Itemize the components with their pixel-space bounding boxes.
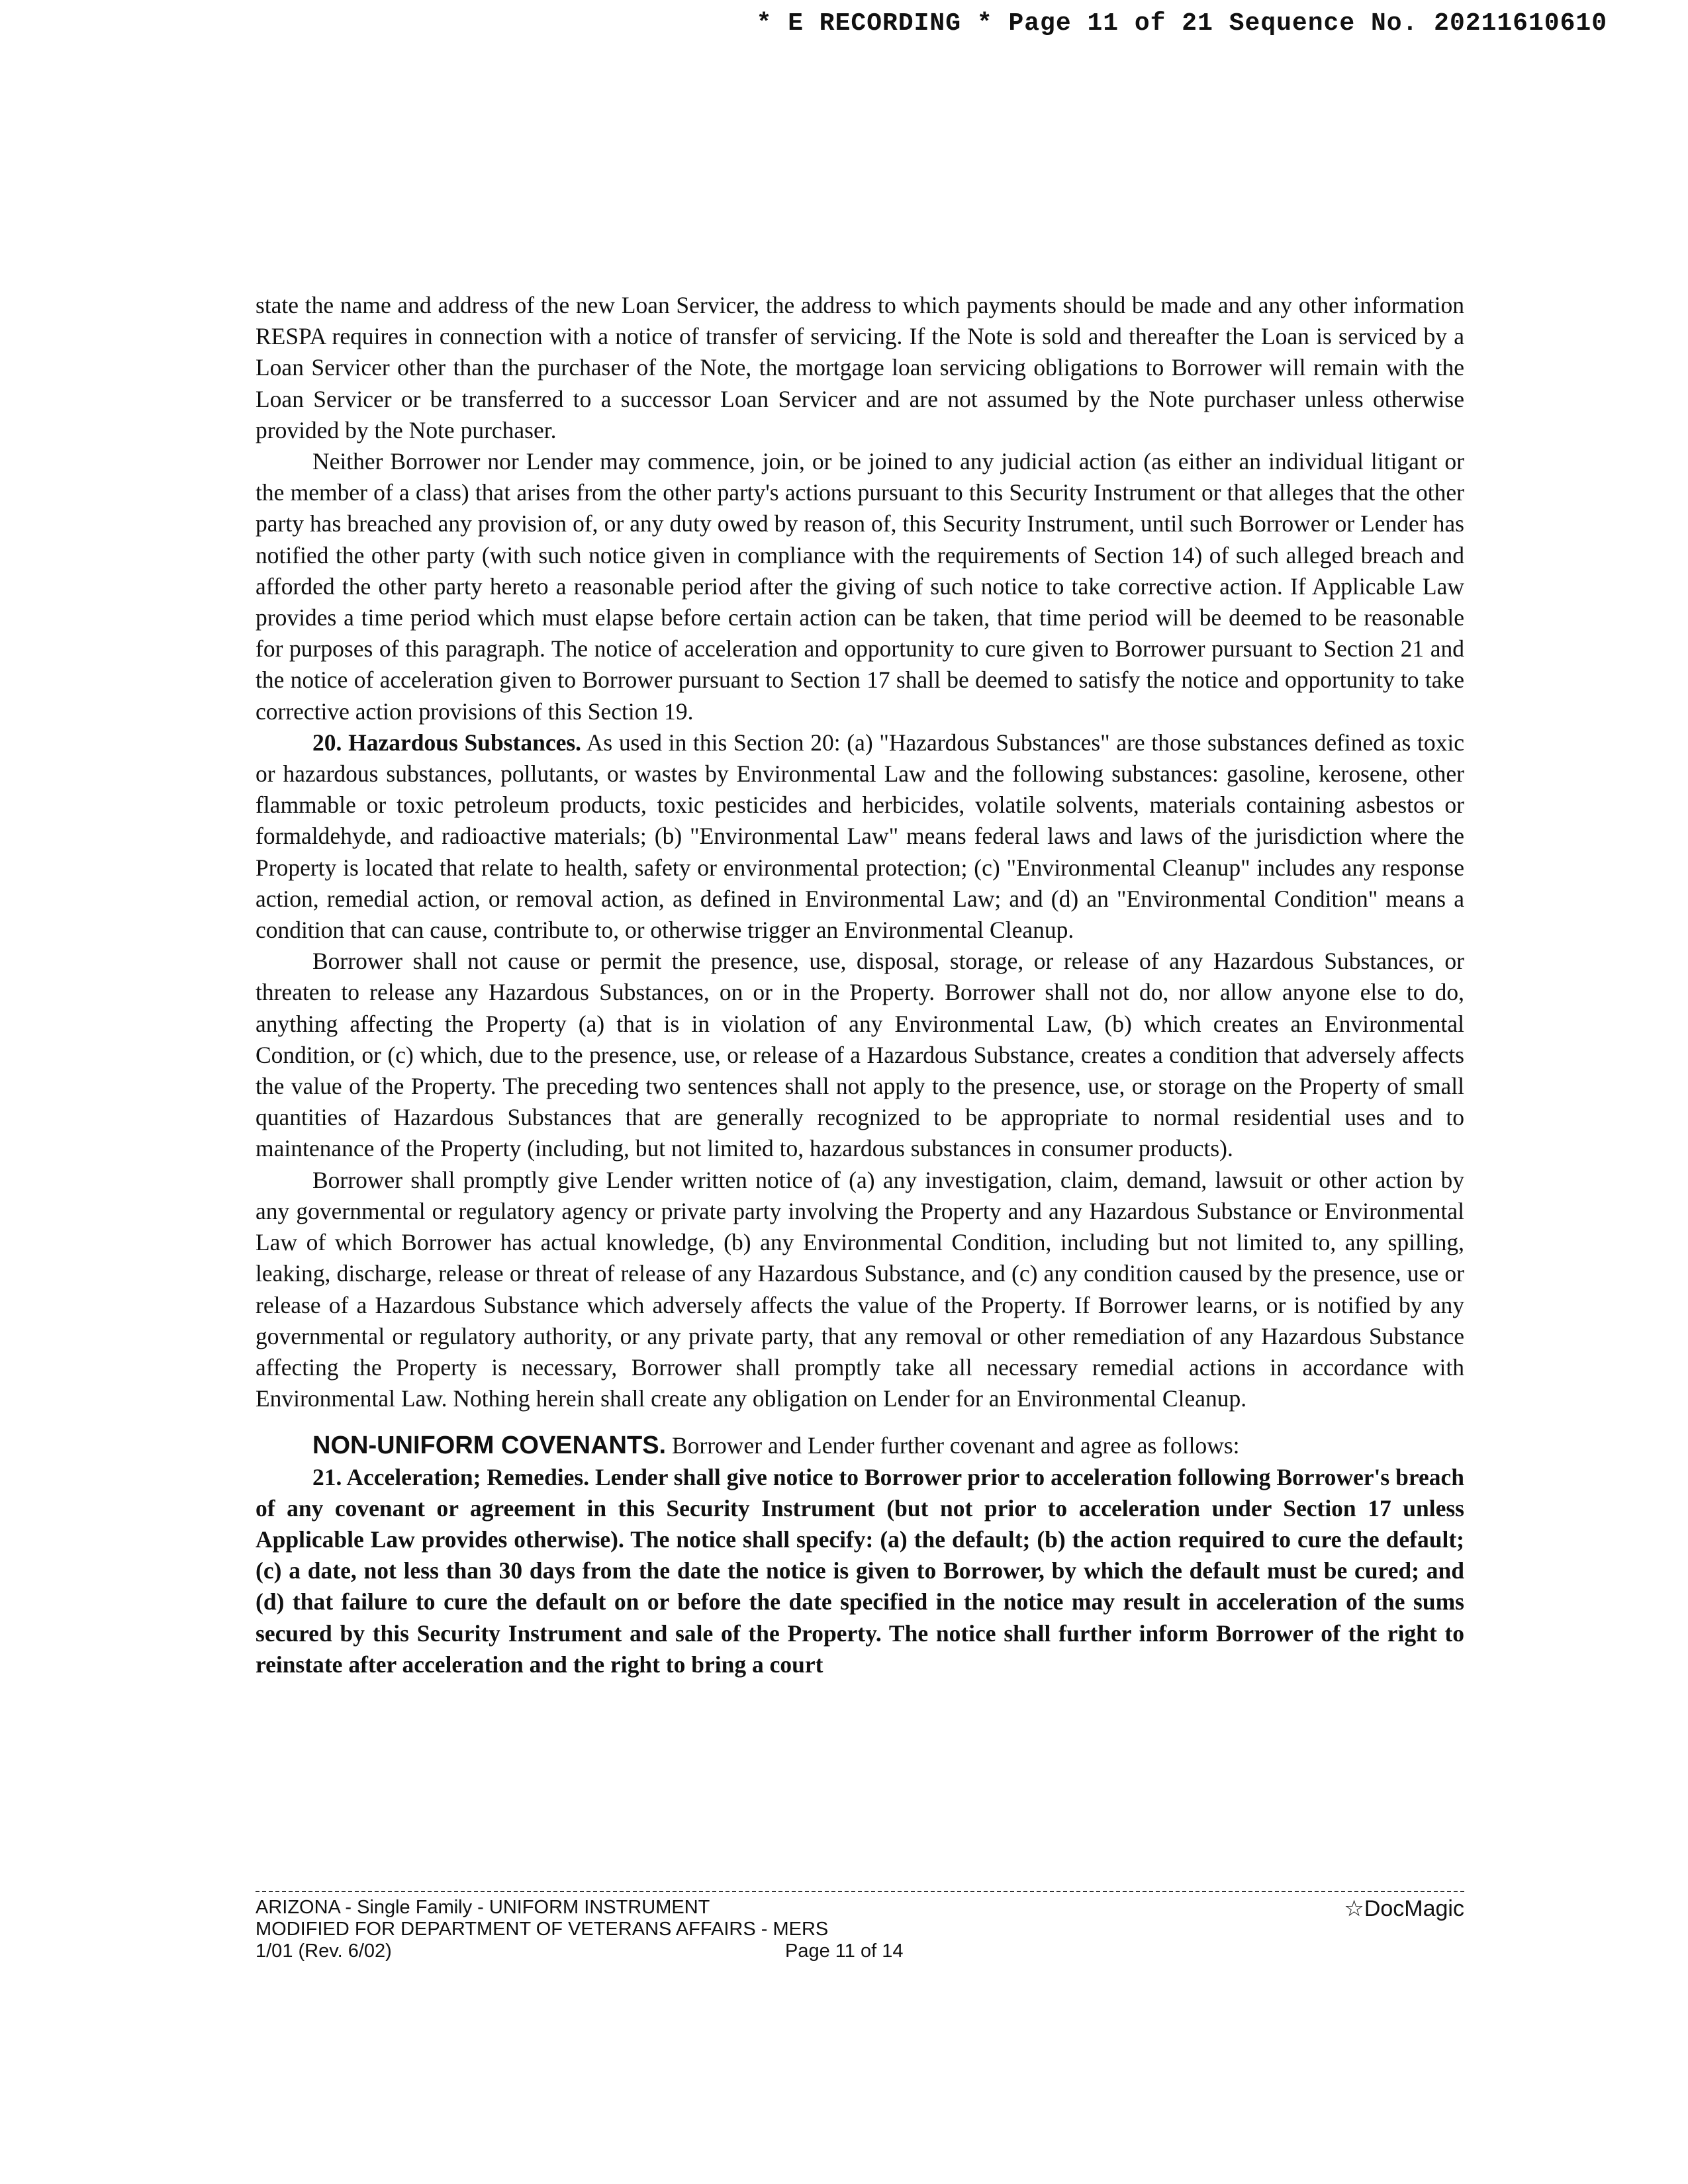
- paragraph-borrower-notice: Borrower shall promptly give Lender written notice of (a) any investigation, claim, demand, lawsuit or other action by any governmental or regulatory agency or private party involving the Property and any Hazardous Substance or Environmental Law of which Borrower has actual knowledge, (b) any Environmental Condition, including but not limited to, any spilling, leaking, discharge, release or threat of release of any Hazardous Substance, and (c) any condition caused by the presence, use or release of a Hazardous Substance which adversely affects the value of the Property. If Borrower learns, or is notified by any governmental or regulatory authority, or any private party, that any removal or other remediation of any Hazardous Substance affecting the Property is necessary, Borrower shall promptly take all necessary remedial actions in accordance with Environmental Law. Nothing herein shall create any obligation on Lender for an Environmental Cleanup.: [256, 1166, 1464, 1412]
- paragraph-judicial-action: Neither Borrower nor Lender may commence, join, or be joined to any judicial action (as either an individual litigant or the member of a class) that arises from the other party's actions pursuant to this Security Instrument or that alleges that the other party has breached any provision of, or any duty owed by reason of, this Security Instrument, until such Borrower or Lender has notified the other party (with such notice given in compliance with the requirements of Section 14) of such alleged breach and afforded the other party hereto a reasonable period after the giving of such notice to take corrective action. If Applicable Law provides a time period which must elapse before certain action can be taken, that time period will be deemed to be reasonable for purposes of this paragraph. The notice of acceleration and opportunity to cure given to Borrower pursuant to Section 21 and the notice of acceleration given to Borrower pursuant to Section 17 shall be deemed to satisfy the notice and opportunity to take corrective action provisions of this Section 19.: [256, 448, 1464, 725]
- footer-page-number: Page 11 of 14: [785, 1940, 904, 1962]
- document-body: [256, 290, 1464, 1680]
- section-21-acceleration-remedies: 21. Acceleration; Remedies. Lender shall give notice to Borrower prior to acceleration following Borrower's breach of any covenant or agreement in this Security Instrument (but not prior to acceleration under Section 17 unless Applicable Law provides otherwise). The notice shall specify: (a) the default; (b) the action required to cure the default; (c) a date, not less than 30 days from the date the notice is given to Borrower, by which the default must be cured; and (d) that failure to cure the default on or before the date specified in the notice may result in acceleration of the sums secured by this Security Instrument and sale of the Property. The notice shall further inform Borrower of the right to reinstate after acceleration and the right to bring a court: [256, 1463, 1464, 1678]
- star-icon: ☆: [1344, 1896, 1364, 1921]
- page-footer: [256, 1897, 1464, 1962]
- footer-form-subtitle: MODIFIED FOR DEPARTMENT OF VETERANS AFFAIRS - MERS: [256, 1919, 829, 1940]
- non-uniform-covenants-heading: NON-UNIFORM COVENANTS.: [312, 1432, 667, 1460]
- section-20-hazardous-substances: [256, 727, 1464, 946]
- footer-divider: [256, 1891, 1464, 1892]
- paragraph-borrower-not-cause: Borrower shall not cause or permit the presence, use, disposal, storage, or release of any Hazardous Substances, or threaten to release any Hazardous Substances, on or in the Property. Borrower shall not do, nor allow anyone else to do, anything affecting the Property (a) that is in violation of any Environmental Law, (b) which creates an Environmental Condition, or (c) which, due to the presence, use, or release of a Hazardous Substance, creates a condition that adversely affects the value of the Property. The preceding two sentences shall not apply to the presence, use, or storage on the Property of small quantities of Hazardous Substances that are generally recognized to be appropriate to normal residential uses and to maintenance of the Property (including, but not limited to, hazardous substances in consumer products).: [256, 948, 1464, 1162]
- docmagic-logo-text: DocMagic: [1364, 1896, 1464, 1921]
- footer-form-title: ARIZONA - Single Family - UNIFORM INSTRUMENT: [256, 1897, 710, 1918]
- docmagic-logo: [1344, 1898, 1464, 1920]
- recording-header: * E RECORDING * Page 11 of 21 Sequence No. 20211610610: [756, 9, 1607, 38]
- non-uniform-covenants-text: Borrower and Lender further covenant and agree as follows:: [666, 1432, 1240, 1459]
- non-uniform-covenants: [256, 1430, 1464, 1461]
- section-20-text: As used in this Section 20: (a) "Hazardous Substances" are those substances defined as toxic or hazardous substances, pollutants, or wastes by Environmental Law and the following substances: gasoline, kerosene, other flammable or toxic petroleum products, toxic pesticides and herbicides, volatile solvents, materials containing asbestos or formaldehyde, and radioactive materials; (b) "Environmental Law" means federal laws and laws of the jurisdiction where the Property is located that relate to health, safety or environmental protection; (c) "Environmental Cleanup" includes any response action, remedial action, or removal action, as defined in Environmental Law; and (d) an "Environmental Condition" means a condition that can cause, contribute to, or otherwise trigger an Environmental Cleanup.: [256, 729, 1464, 944]
- paragraph-servicer: state the name and address of the new Loan Servicer, the address to which payments should be made and any other information RESPA requires in connection with a notice of transfer of servicing. If the Note is sold and thereafter the Loan is serviced by a Loan Servicer other than the purchaser of the Note, the mortgage loan servicing obligations to Borrower will remain with the Loan Servicer or be transferred to a successor Loan Servicer and are not assumed by the Note purchaser unless otherwise provided by the Note purchaser.: [256, 292, 1464, 443]
- footer-form-revision: 1/01 (Rev. 6/02): [256, 1940, 392, 1962]
- section-20-title: 20. Hazardous Substances.: [312, 729, 582, 756]
